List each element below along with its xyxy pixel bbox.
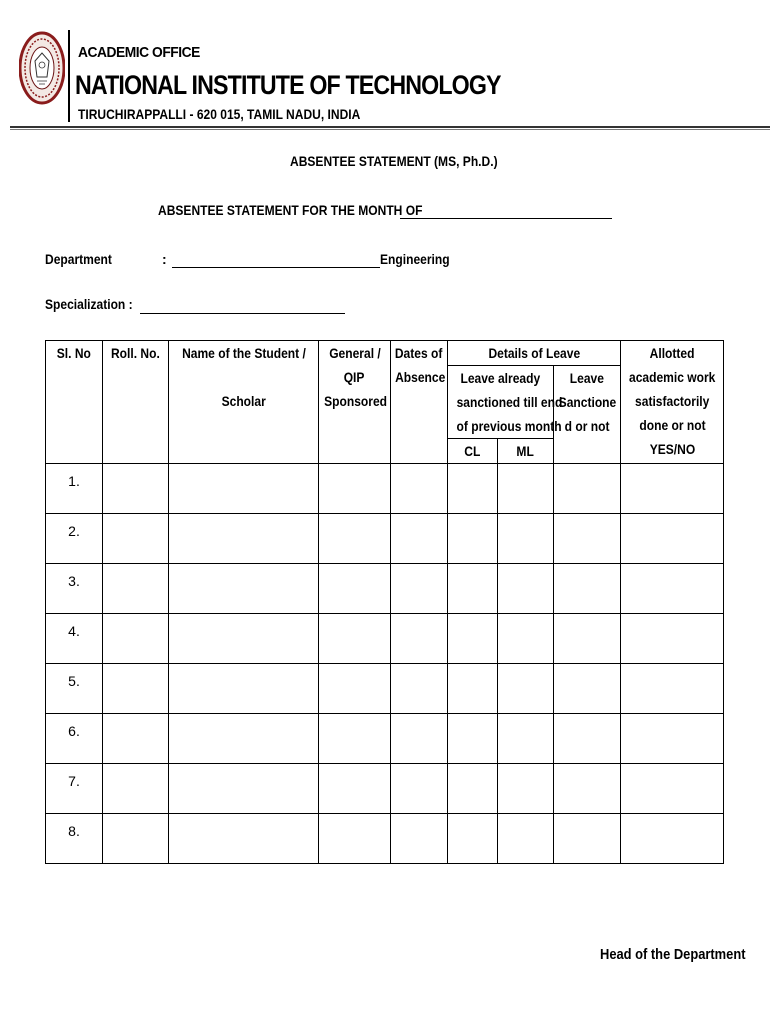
row-serial-number: 6. [46, 714, 103, 764]
table-row [46, 664, 724, 714]
table-cell[interactable] [498, 664, 554, 714]
table-cell[interactable] [621, 614, 724, 664]
table-cell[interactable] [169, 664, 319, 714]
institute-address: TIRUCHIRAPPALLI - 620 015, TAMIL NADU, INDIA [78, 106, 361, 122]
table-cell[interactable] [554, 564, 621, 614]
row-serial-number: 2. [46, 514, 103, 564]
table-cell[interactable] [391, 514, 448, 564]
table-cell[interactable] [169, 464, 319, 514]
table-cell[interactable] [498, 564, 554, 614]
table-cell[interactable] [391, 614, 448, 664]
absentee-table [45, 340, 724, 864]
table-row [46, 714, 724, 764]
table-cell[interactable] [621, 814, 724, 864]
table-cell[interactable] [448, 664, 498, 714]
row-serial-number: 1. [46, 464, 103, 514]
table-cell[interactable] [391, 664, 448, 714]
month-field[interactable] [400, 218, 612, 219]
table-cell[interactable] [554, 764, 621, 814]
table-cell[interactable] [391, 564, 448, 614]
table-cell[interactable] [498, 814, 554, 864]
row-serial-number: 8. [46, 814, 103, 864]
table-cell[interactable] [448, 764, 498, 814]
table-cell[interactable] [103, 714, 169, 764]
table-cell[interactable] [391, 714, 448, 764]
row-serial-number: 7. [46, 764, 103, 814]
department-label: Department [45, 251, 112, 267]
table-cell[interactable] [448, 814, 498, 864]
table-cell[interactable] [319, 714, 391, 764]
table-row [46, 514, 724, 564]
table-cell[interactable] [103, 814, 169, 864]
table-cell[interactable] [621, 464, 724, 514]
table-cell[interactable] [169, 764, 319, 814]
department-colon: : [162, 251, 167, 267]
table-cell[interactable] [498, 714, 554, 764]
table-row [46, 764, 724, 814]
table-cell[interactable] [554, 714, 621, 764]
table-cell[interactable] [621, 714, 724, 764]
row-serial-number: 4. [46, 614, 103, 664]
table-cell[interactable] [103, 664, 169, 714]
signature-label: Head of the Department [600, 946, 746, 963]
table-cell[interactable] [169, 714, 319, 764]
table-cell[interactable] [554, 664, 621, 714]
table-cell[interactable] [319, 514, 391, 564]
table-row [46, 464, 724, 514]
table-cell[interactable] [391, 814, 448, 864]
table-cell[interactable] [319, 664, 391, 714]
specialization-field[interactable] [140, 313, 345, 314]
table-cell[interactable] [319, 614, 391, 664]
table-cell[interactable] [554, 814, 621, 864]
specialization-label: Specialization : [45, 296, 133, 312]
table-cell[interactable] [621, 764, 724, 814]
table-cell[interactable] [103, 464, 169, 514]
academic-office-label: ACADEMIC OFFICE [78, 44, 200, 61]
table-cell[interactable] [169, 514, 319, 564]
row-serial-number: 3. [46, 564, 103, 614]
table-row [46, 614, 724, 664]
table-cell[interactable] [448, 514, 498, 564]
form-title: ABSENTEE STATEMENT (MS, Ph.D.) [290, 153, 498, 169]
header-allotted-work: Allotted academic work satisfactorily done or not YES/NO [621, 341, 724, 464]
institute-name: NATIONAL INSTITUTE OF TECHNOLOGY [75, 70, 501, 100]
institute-logo-icon [19, 31, 65, 105]
table-row [46, 814, 724, 864]
table-cell[interactable] [391, 464, 448, 514]
header-dates-of-absence: Dates of Absence [391, 341, 448, 464]
table-cell[interactable] [554, 514, 621, 564]
table-cell[interactable] [498, 514, 554, 564]
header-roll-no: Roll. No. [103, 341, 169, 464]
header-ml: ML [498, 439, 554, 464]
table-cell[interactable] [103, 514, 169, 564]
table-cell[interactable] [498, 764, 554, 814]
header-category: General / QIP Sponsored [319, 341, 391, 464]
table-cell[interactable] [621, 564, 724, 614]
table-cell[interactable] [554, 614, 621, 664]
header-leave-sanctioned: Leave Sanctione d or not [554, 366, 621, 464]
table-cell[interactable] [448, 614, 498, 664]
table-cell[interactable] [498, 614, 554, 664]
header-divider [68, 30, 70, 122]
table-row [46, 564, 724, 614]
table-cell[interactable] [448, 464, 498, 514]
table-cell[interactable] [621, 514, 724, 564]
table-cell[interactable] [103, 764, 169, 814]
table-cell[interactable] [319, 814, 391, 864]
header-cl: CL [448, 439, 498, 464]
header-leave-already: Leave already sanctioned till end of previous month [448, 366, 554, 439]
table-cell[interactable] [169, 814, 319, 864]
header-rule [10, 126, 770, 130]
table-cell[interactable] [448, 564, 498, 614]
header-student-name: Name of the Student / Scholar [169, 341, 319, 464]
table-cell[interactable] [103, 614, 169, 664]
table-cell[interactable] [169, 614, 319, 664]
header-sl-no: Sl. No [46, 341, 103, 464]
row-serial-number: 5. [46, 664, 103, 714]
table-cell[interactable] [448, 714, 498, 764]
department-field[interactable] [172, 267, 380, 268]
table-cell[interactable] [319, 764, 391, 814]
table-cell[interactable] [498, 464, 554, 514]
month-label: ABSENTEE STATEMENT FOR THE MONTH OF [158, 202, 423, 218]
table-cell[interactable] [169, 564, 319, 614]
table-cell[interactable] [319, 564, 391, 614]
table-cell[interactable] [554, 464, 621, 514]
table-cell[interactable] [319, 464, 391, 514]
header-details-of-leave: Details of Leave [448, 341, 621, 366]
department-value: Engineering [380, 251, 450, 267]
table-cell[interactable] [103, 564, 169, 614]
table-cell[interactable] [391, 764, 448, 814]
table-cell[interactable] [621, 664, 724, 714]
